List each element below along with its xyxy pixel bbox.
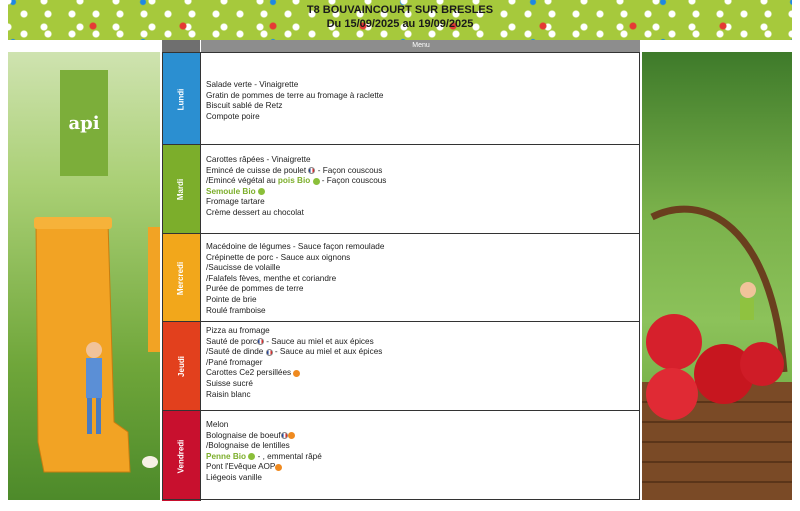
bio-icon — [258, 188, 265, 195]
child-figure-head — [86, 342, 102, 358]
menu-item-text: - Sauce au miel et aux épices — [272, 347, 383, 357]
menu-item: Compote poire — [206, 111, 260, 121]
menu-item: Gratin de pommes de terre au fromage à raclette — [206, 90, 384, 100]
menu-item: Biscuit sablé de Retz — [206, 101, 283, 111]
orange-label-icon — [275, 464, 282, 471]
day-label: Lundi — [176, 88, 186, 110]
menu-item: Macédoine de légumes - Sauce façon remoulade — [206, 242, 385, 251]
climbing-figure-head — [740, 282, 756, 298]
menu-item: /Falafels fèves, menthe et coriandre — [206, 273, 337, 283]
menu-item: Pointe de brie — [206, 294, 257, 304]
day-menu-vendredi — [200, 411, 640, 501]
menu-item — [206, 166, 640, 177]
bio-item-text: pois Bio — [277, 176, 311, 186]
menu-item — [206, 347, 640, 358]
day-tab-mardi — [162, 145, 200, 234]
orange-label-icon — [288, 432, 295, 439]
menu-item: Suisse sucré — [206, 378, 253, 388]
menu-item: Roulé framboise — [206, 305, 266, 315]
menu-label: Menu — [412, 42, 430, 49]
apple-basket-illustration — [642, 52, 792, 500]
bio-icon — [313, 178, 320, 185]
orange-label-icon — [293, 370, 300, 377]
menu-header-corner — [162, 40, 201, 52]
header-banner — [8, 0, 792, 40]
menu-item — [206, 187, 640, 198]
menu-item: Salade verte - Vinaigrette — [206, 80, 299, 89]
day-label: Mercredi — [176, 261, 186, 295]
menu-item-text: - Façon couscous — [319, 176, 387, 186]
day-menu-mardi — [200, 145, 640, 234]
menu-item-text: Emincé de cuisse de poulet — [206, 165, 307, 175]
menu-item: Liégeois vanille — [206, 472, 262, 482]
menu-title — [8, 3, 792, 31]
day-row-lundi — [162, 52, 640, 145]
title-line-1: T8 BOUVAINCOURT SUR BRESLES — [306, 4, 494, 16]
menu-item-text: Carottes Ce2 persillées — [206, 368, 292, 378]
right-photo — [642, 52, 792, 500]
menu-item: Pizza au fromage — [206, 326, 270, 335]
bio-item-text: Semoule Bio — [206, 186, 256, 196]
menu-item: Fromage tartare — [206, 197, 265, 207]
menu-item — [206, 462, 640, 473]
day-menu-jeudi — [200, 322, 640, 411]
menu-item — [206, 431, 640, 442]
menu-item — [206, 337, 640, 348]
menu-item-text: - Façon couscous — [315, 165, 383, 175]
menu-item-text: /Emincé végétal au — [206, 176, 278, 186]
title-line-2: Du 15/09/2025 au 19/09/2025 — [326, 18, 474, 30]
menu-item-text: Sauté de porc — [206, 336, 257, 346]
day-row-mardi — [162, 144, 640, 234]
menu-item — [206, 368, 640, 379]
left-photo — [8, 52, 160, 500]
day-menu-lundi — [200, 53, 640, 145]
menu-item — [206, 176, 640, 187]
menu-item: /Bolognaise de lentilles — [206, 441, 290, 451]
menu-item: /Saucisse de volaille — [206, 263, 281, 273]
menu-item-text: - Sauce au miel et aux épices — [263, 336, 374, 346]
day-tab-vendredi — [162, 411, 200, 501]
day-tab-mercredi — [162, 234, 200, 322]
day-tab-jeudi — [162, 322, 200, 411]
day-label: Jeudi — [176, 356, 186, 377]
boot-illustration — [8, 52, 160, 500]
day-label: Mardi — [176, 178, 186, 201]
menu-item: Raisin blanc — [206, 389, 251, 399]
french-flag-icon — [257, 338, 264, 345]
day-row-jeudi — [162, 321, 640, 411]
menu-item — [206, 452, 640, 463]
menu-item-text: Pont l'Evêque AOP — [206, 462, 276, 472]
menu-item-text: - , emmental râpé — [255, 451, 322, 461]
menu-item: Melon — [206, 420, 229, 429]
french-flag-icon — [266, 349, 273, 356]
day-menu-mercredi — [200, 234, 640, 322]
menu-item: Crème dessert au chocolat — [206, 207, 304, 217]
day-label: Vendredi — [176, 439, 186, 473]
day-row-vendredi — [162, 410, 640, 501]
menu-item-text: Bolognaise de boeuf — [206, 430, 281, 440]
menu-item: Purée de pommes de terre — [206, 284, 304, 294]
child-figure-body — [86, 358, 102, 398]
bio-item-text: Penne Bio — [206, 451, 247, 461]
api-logo-text: api — [68, 112, 100, 134]
french-flag-icon — [281, 432, 288, 439]
day-row-mercredi — [162, 233, 640, 322]
menu-item: /Pané fromager — [206, 357, 263, 367]
day-tab-lundi — [162, 53, 200, 145]
menu-header-bar — [162, 40, 640, 52]
menu-item-text: /Sauté de dinde — [206, 347, 264, 357]
menu-item: Crépinette de porc - Sauce aux oignons — [206, 252, 351, 262]
menu-item: Carottes râpées - Vinaigrette — [206, 155, 311, 164]
climbing-figure-body — [740, 298, 754, 320]
